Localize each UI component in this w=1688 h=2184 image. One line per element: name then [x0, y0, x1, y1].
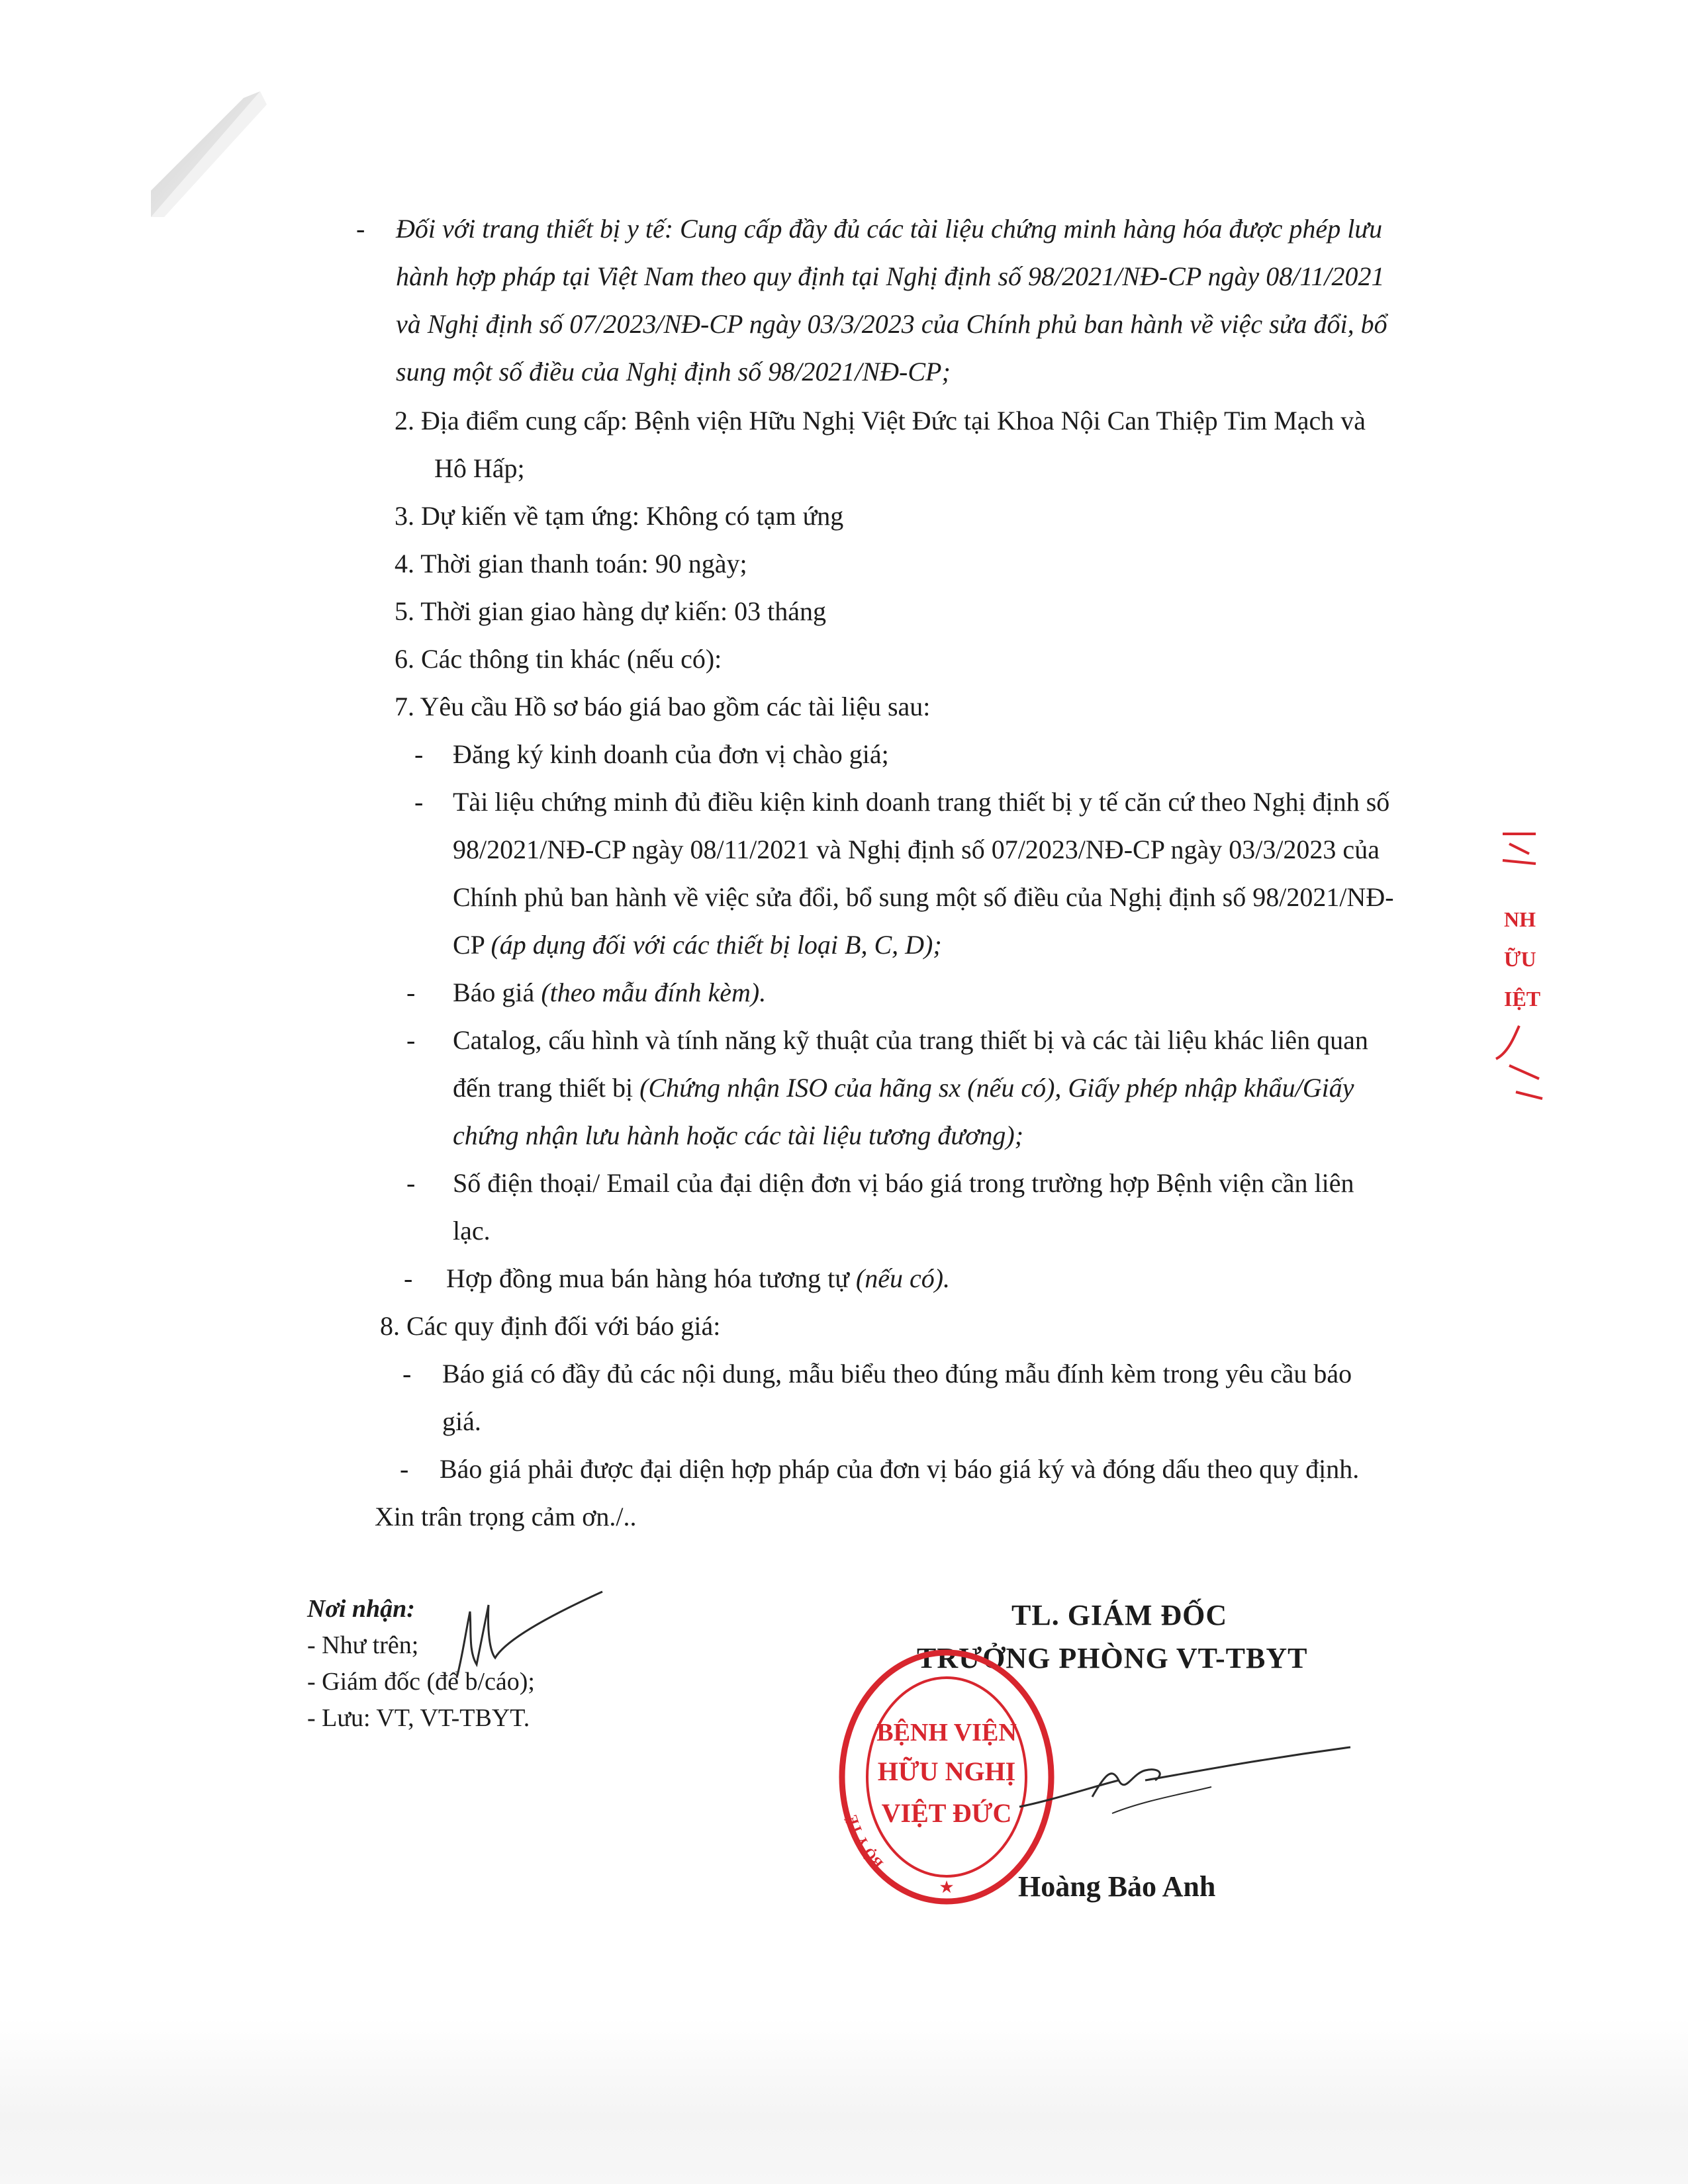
- intro-line-2: hành hợp pháp tại Việt Nam theo quy định tại Nghị định số 98/2021/NĐ-CP ngày 08/11/2021: [396, 261, 1385, 291]
- stamp-side-text: BỘ Y TẾ: [843, 1813, 886, 1872]
- item-3: 3. Dự kiến về tạm ứng: Không có tạm ứng: [395, 501, 844, 531]
- item7-bullet-4-italic: (Chứng nhận ISO của hãng sx (nếu có), Giấy phép nhập khẩu/Giấy: [639, 1073, 1354, 1103]
- margin-stamp-fragment: [1489, 827, 1549, 1105]
- dash-marker: -: [400, 1454, 409, 1484]
- signature-title-1: TL. GIÁM ĐỐC: [1011, 1599, 1228, 1631]
- svg-text:BỘ Y TẾ: [843, 1813, 886, 1872]
- item7-bullet-4-line-1: Catalog, cấu hình và tính năng kỹ thuật của trang thiết bị và các tài liệu khác liên quan: [453, 1025, 1368, 1055]
- stamp-line-3: VIỆT ĐỨC: [881, 1798, 1012, 1828]
- dash-marker: -: [406, 1025, 416, 1055]
- margin-stamp-text-2: ỮU: [1504, 947, 1536, 971]
- item7-bullet-2-line-4: [453, 927, 942, 964]
- item7-bullet-3-plain: Báo giá: [453, 978, 541, 1007]
- stamp-line-2: HỮU NGHỊ: [877, 1756, 1016, 1786]
- item-8: 8. Các quy định đối với báo giá:: [380, 1311, 721, 1341]
- folded-corner: [151, 91, 270, 217]
- item7-bullet-6: [446, 1260, 950, 1297]
- intro-line-1: Đối với trang thiết bị y tế: Cung cấp đầy đủ các tài liệu chứng minh hàng hóa được phép lưu: [396, 214, 1383, 244]
- recipient-1: - Như trên;: [307, 1631, 419, 1659]
- item-5: 5. Thời gian giao hàng dự kiến: 03 tháng: [395, 596, 826, 626]
- margin-stamp-text-3: IỆT: [1504, 987, 1541, 1011]
- item7-bullet-4-line-3: chứng nhận lưu hành hoặc các tài liệu tương đương);: [453, 1120, 1024, 1150]
- item7-bullet-2-line-3: Chính phủ ban hành về việc sửa đổi, bổ sung một số điều của Nghị định số 98/2021/NĐ-: [453, 882, 1394, 912]
- scan-shadow: [0, 2019, 1688, 2184]
- dash-marker: -: [406, 1168, 416, 1198]
- recipient-2: - Giám đốc (để b/cáo);: [307, 1668, 535, 1696]
- dash-marker: -: [414, 787, 424, 817]
- recipient-3: - Lưu: VT, VT-TBYT.: [307, 1704, 530, 1732]
- margin-stamp-text-1: NH: [1504, 907, 1536, 931]
- item7-bullet-4-line-2: [453, 1069, 1354, 1107]
- item7-bullet-3: [453, 974, 766, 1011]
- item7-bullet-5-line-2: lạc.: [453, 1216, 491, 1246]
- item8-bullet-1-line-2: giá.: [442, 1406, 481, 1436]
- item-2-line-1: 2. Địa điểm cung cấp: Bệnh viện Hữu Nghị Việt Đức tại Khoa Nội Can Thiệp Tim Mạch và: [395, 406, 1366, 435]
- dash-marker: -: [404, 1263, 413, 1293]
- item7-bullet-2-line-1: Tài liệu chứng minh đủ điều kiện kinh doanh trang thiết bị y tế căn cứ theo Nghị định số: [453, 787, 1390, 817]
- closing-text: Xin trân trọng cảm ơn./..: [375, 1502, 637, 1531]
- item7-bullet-6-plain: Hợp đồng mua bán hàng hóa tương tự: [446, 1263, 856, 1293]
- item7-bullet-1: Đăng ký kinh doanh của đơn vị chào giá;: [453, 739, 889, 769]
- item8-bullet-1-line-1: Báo giá có đầy đủ các nội dung, mẫu biểu theo đúng mẫu đính kèm trong yêu cầu báo: [442, 1359, 1352, 1388]
- intro-line-3: và Nghị định số 07/2023/NĐ-CP ngày 03/3/2023 của Chính phủ ban hành về việc sửa đổi, bổ: [396, 309, 1387, 339]
- signer-name: Hoàng Bảo Anh: [1018, 1870, 1216, 1903]
- intro-line-4: sung một số điều của Nghị định số 98/2021/NĐ-CP;: [396, 357, 951, 387]
- dash-marker: -: [406, 978, 416, 1007]
- initial-signature: [430, 1585, 609, 1684]
- director-signature: [1013, 1734, 1357, 1820]
- item7-bullet-6-italic: (nếu có).: [855, 1263, 951, 1293]
- item7-bullet-4-plain: đến trang thiết bị: [453, 1073, 640, 1103]
- stamp-line-1: BỆNH VIỆN: [876, 1719, 1017, 1747]
- stamp-star-icon: ★: [939, 1878, 955, 1897]
- item-7: 7. Yêu cầu Hồ sơ báo giá bao gồm các tài liệu sau:: [395, 692, 931, 721]
- item8-bullet-2: Báo giá phải được đại diện hợp pháp của đơn vị báo giá ký và đóng dấu theo quy định.: [440, 1454, 1360, 1484]
- item-6: 6. Các thông tin khác (nếu có):: [395, 644, 722, 674]
- item-2-line-2: Hô Hấp;: [434, 453, 525, 483]
- signature-title-2: TRƯỞNG PHÒNG VT-TBYT: [917, 1642, 1308, 1674]
- item7-bullet-2-plain: CP: [453, 930, 491, 960]
- recipients-heading: Nơi nhận:: [307, 1595, 415, 1623]
- dash-marker: -: [402, 1359, 412, 1388]
- item-4: 4. Thời gian thanh toán: 90 ngày;: [395, 549, 747, 578]
- dash-marker: -: [414, 739, 424, 769]
- item7-bullet-2-line-2: 98/2021/NĐ-CP ngày 08/11/2021 và Nghị định số 07/2023/NĐ-CP ngày 03/3/2023 của: [453, 835, 1380, 864]
- item7-bullet-2-italic: (áp dụng đối với các thiết bị loại B, C, D);: [491, 930, 942, 960]
- dash-marker: -: [356, 214, 365, 244]
- item7-bullet-3-italic: (theo mẫu đính kèm).: [541, 978, 767, 1007]
- item7-bullet-5-line-1: Số điện thoại/ Email của đại diện đơn vị báo giá trong trường hợp Bệnh viện cần liên: [453, 1168, 1354, 1198]
